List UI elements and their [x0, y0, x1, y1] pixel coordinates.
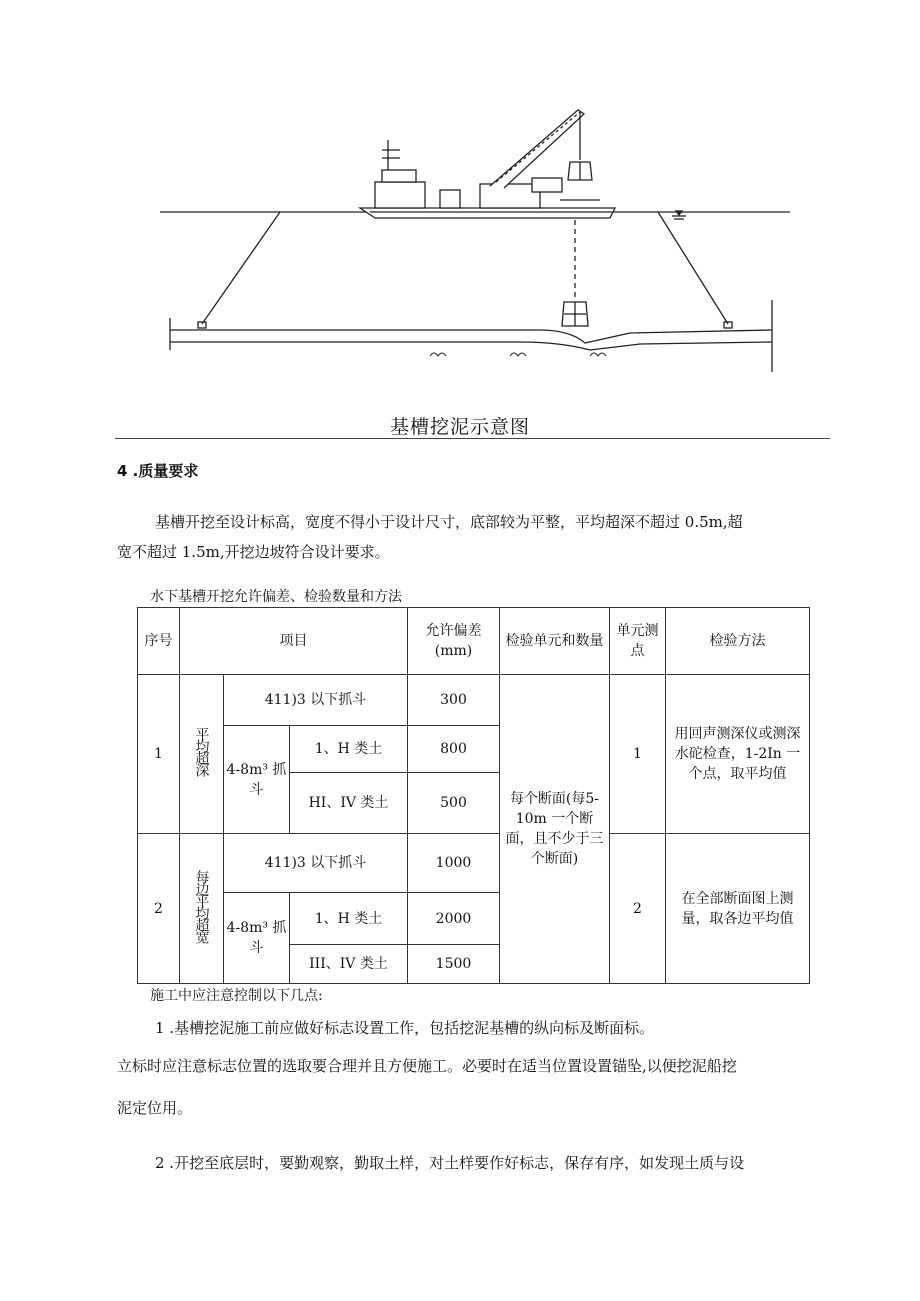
section-divider — [115, 438, 830, 439]
row-index: 2 — [138, 834, 180, 984]
tolerance-table — [137, 607, 810, 984]
seabed-texture — [430, 353, 606, 356]
shared-inspection-unit: 每个断面(每5-10m 一个断面，且不少于三个断面) — [500, 675, 610, 984]
row-value: 800 — [408, 726, 500, 773]
table-header-row — [138, 608, 810, 675]
left-slope-line — [202, 212, 280, 324]
figure-caption: 基槽挖泥示意图 — [389, 416, 530, 438]
row-item: III、IV 类土 — [290, 945, 408, 984]
row-value: 500 — [408, 773, 500, 834]
header-tolerance: 允许偏差(mm) — [408, 608, 500, 675]
row-item: HI、IV 类土 — [290, 773, 408, 834]
grab-bucket-icon — [562, 302, 588, 326]
paragraph-line: 1 .基槽挖泥施工前应做好标志设置工作，包括挖泥基槽的纵向标及断面标。 — [155, 1019, 655, 1037]
row-points: 2 — [610, 834, 666, 984]
paragraph-line: 立标时应注意标志位置的选取要合理并且方便施工。必要时在适当位置设置锚坠,以便挖泥船挖 — [117, 1057, 737, 1075]
table-title: 水下基槽开挖允许偏差、检验数量和方法 — [150, 589, 402, 605]
paragraph-line: 泥定位用。 — [117, 1099, 193, 1117]
header-method: 检验方法 — [666, 608, 810, 675]
row-subgroup: 4-8m³ 抓斗 — [224, 726, 290, 834]
row-method: 在全部断面图上测量，取各边平均值 — [666, 834, 810, 984]
row-value: 1500 — [408, 945, 500, 984]
dredger-vessel — [360, 110, 615, 218]
row-subgroup: 4-8m³ 抓斗 — [224, 893, 290, 984]
header-inspection-unit: 检验单元和数量 — [500, 608, 610, 675]
right-slope-line — [658, 212, 728, 324]
row-method: 用回声测深仪或测深水砣检查，1-2In 一个点，取平均值 — [666, 675, 810, 834]
category-text: 每边平均超宽 — [193, 869, 210, 942]
dredging-trench-diagram — [160, 100, 790, 380]
paragraph-line: 宽不超过 1.5m,开挖边坡符合设计要求。 — [117, 543, 390, 561]
header-index: 序号 — [138, 608, 180, 675]
row-value: 300 — [408, 675, 500, 726]
row-item: 1、H 类土 — [290, 893, 408, 945]
header-item: 项目 — [180, 608, 408, 675]
paragraph-line: 基槽开挖至设计标高，宽度不得小于设计尺寸，底部较为平整，平均超深不超过 0.5m,超 — [155, 513, 743, 531]
row-points: 1 — [610, 675, 666, 834]
seabed-lower-line — [170, 342, 772, 350]
header-unit-points: 单元测点 — [610, 608, 666, 675]
seabed-upper-line — [170, 330, 772, 343]
table-row — [138, 675, 810, 726]
row-value: 1000 — [408, 834, 500, 893]
category-text: 平均超深 — [193, 727, 210, 775]
notes-intro: 施工中应注意控制以下几点: — [150, 988, 323, 1004]
row-category — [180, 675, 224, 834]
section-heading: 4 .质量要求 — [117, 462, 199, 480]
row-item: 1、H 类土 — [290, 726, 408, 773]
row-item: 411)3 以下抓斗 — [224, 834, 408, 893]
row-index: 1 — [138, 675, 180, 834]
table-row — [138, 834, 810, 893]
row-category — [180, 834, 224, 984]
row-value: 2000 — [408, 893, 500, 945]
paragraph-line: 2 .开挖至底层时，要勤观察，勤取土样，对土样要作好标志，保存有序，如发现土质与设 — [155, 1154, 745, 1172]
row-item: 411)3 以下抓斗 — [224, 675, 408, 726]
